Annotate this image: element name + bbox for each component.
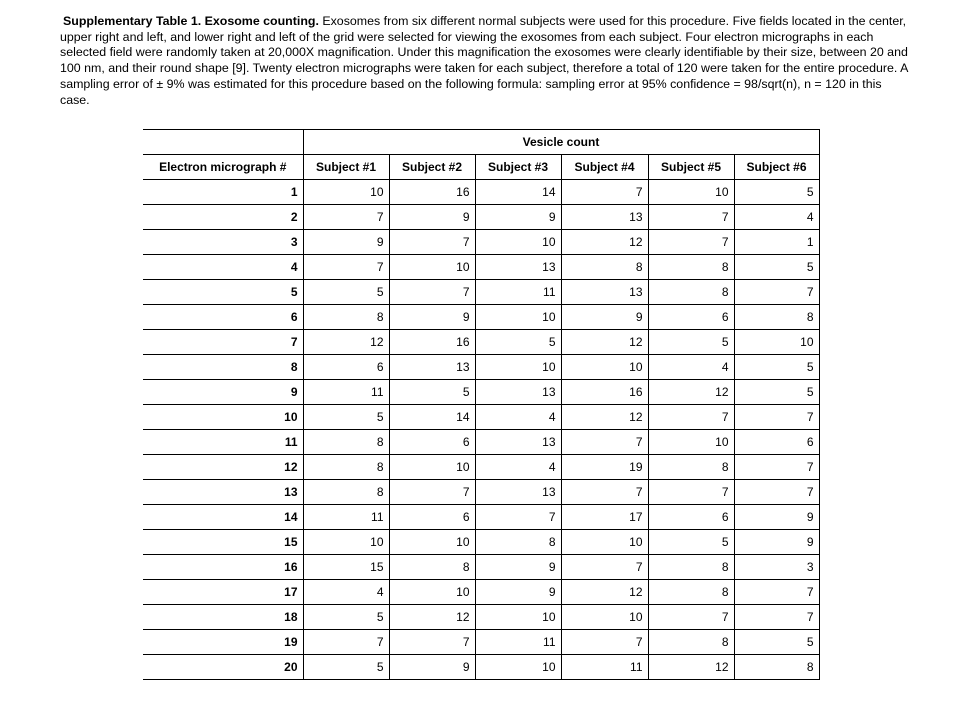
count-cell: 10	[303, 530, 389, 555]
count-cell: 9	[734, 505, 819, 530]
count-cell: 5	[389, 380, 475, 405]
count-cell: 8	[648, 555, 734, 580]
table-corner-cell	[143, 130, 303, 155]
row-label-cell: 5	[143, 280, 303, 305]
count-cell: 10	[648, 430, 734, 455]
count-cell: 7	[734, 480, 819, 505]
row-label-cell: 12	[143, 455, 303, 480]
count-cell: 7	[303, 630, 389, 655]
count-cell: 17	[561, 505, 648, 530]
count-cell: 10	[475, 605, 561, 630]
count-cell: 5	[303, 405, 389, 430]
row-label-cell: 3	[143, 230, 303, 255]
count-cell: 16	[561, 380, 648, 405]
column-header-subject-6: Subject #6	[734, 155, 819, 180]
table-row	[143, 455, 819, 480]
row-label-cell: 13	[143, 480, 303, 505]
count-cell: 10	[475, 655, 561, 680]
count-cell: 10	[303, 180, 389, 205]
count-cell: 8	[734, 655, 819, 680]
vesicle-count-table	[143, 129, 820, 680]
caption-title: Supplementary Table 1. Exosome counting.	[63, 14, 319, 28]
count-cell: 12	[648, 655, 734, 680]
count-cell: 6	[389, 430, 475, 455]
count-cell: 12	[303, 330, 389, 355]
table-row	[143, 255, 819, 280]
table-row	[143, 205, 819, 230]
table-row	[143, 405, 819, 430]
count-cell: 5	[734, 255, 819, 280]
count-cell: 5	[648, 330, 734, 355]
row-label-cell: 7	[143, 330, 303, 355]
count-cell: 10	[389, 455, 475, 480]
table-caption	[60, 14, 910, 108]
count-cell: 7	[648, 605, 734, 630]
count-cell: 7	[734, 280, 819, 305]
table-row	[143, 580, 819, 605]
count-cell: 10	[648, 180, 734, 205]
count-cell: 8	[648, 630, 734, 655]
count-cell: 8	[303, 455, 389, 480]
count-cell: 6	[303, 355, 389, 380]
count-cell: 10	[475, 305, 561, 330]
count-cell: 12	[561, 230, 648, 255]
count-cell: 9	[475, 205, 561, 230]
count-cell: 7	[734, 455, 819, 480]
table-row	[143, 305, 819, 330]
count-cell: 7	[561, 430, 648, 455]
count-cell: 7	[648, 205, 734, 230]
count-cell: 10	[734, 330, 819, 355]
table-row	[143, 280, 819, 305]
table-row	[143, 355, 819, 380]
count-cell: 12	[648, 380, 734, 405]
count-cell: 5	[648, 530, 734, 555]
count-cell: 8	[561, 255, 648, 280]
table-row	[143, 480, 819, 505]
column-header-subject-1: Subject #1	[303, 155, 389, 180]
count-cell: 12	[561, 405, 648, 430]
count-cell: 10	[561, 355, 648, 380]
count-cell: 9	[734, 530, 819, 555]
count-cell: 6	[648, 305, 734, 330]
count-cell: 7	[389, 480, 475, 505]
count-cell: 7	[734, 605, 819, 630]
count-cell: 7	[648, 405, 734, 430]
count-cell: 9	[389, 205, 475, 230]
count-cell: 19	[561, 455, 648, 480]
row-label-cell: 16	[143, 555, 303, 580]
table-row	[143, 430, 819, 455]
row-label-cell: 9	[143, 380, 303, 405]
count-cell: 10	[389, 255, 475, 280]
count-cell: 8	[303, 480, 389, 505]
count-cell: 12	[561, 580, 648, 605]
caption-body: Exosomes from six different normal subjects were used for this procedure. Five fields located in the center, upper right and left, and lower right and left of the grid were selected for viewing the exosomes from each subject. Four electron micrographs in each selected field were randomly taken at 20,000X magnification. Under this magnification the exosomes were clearly identifiable by their size, between 20 and 100 nm, and their round shape [9]. Twenty electron micrographs were taken for each subject, therefore a total of 120 were taken for the entire procedure. A sampling error of ± 9% was estimated for this procedure based on the following formula: sampling error at 95% confidence = 98/sqrt(n), n = 120 in this case.	[60, 14, 908, 107]
count-cell: 9	[389, 655, 475, 680]
table-row	[143, 655, 819, 680]
count-cell: 7	[734, 405, 819, 430]
row-label-cell: 8	[143, 355, 303, 380]
count-cell: 7	[561, 180, 648, 205]
count-cell: 4	[475, 455, 561, 480]
count-cell: 5	[475, 330, 561, 355]
count-cell: 10	[561, 605, 648, 630]
count-cell: 12	[561, 330, 648, 355]
count-cell: 16	[389, 180, 475, 205]
count-cell: 5	[303, 280, 389, 305]
count-cell: 5	[303, 655, 389, 680]
count-cell: 6	[734, 430, 819, 455]
row-label-cell: 2	[143, 205, 303, 230]
count-cell: 9	[303, 230, 389, 255]
count-cell: 10	[475, 355, 561, 380]
count-cell: 7	[648, 480, 734, 505]
count-cell: 4	[303, 580, 389, 605]
count-cell: 10	[389, 530, 475, 555]
column-header-micrograph: Electron micrograph #	[143, 155, 303, 180]
count-cell: 13	[475, 480, 561, 505]
count-cell: 6	[389, 505, 475, 530]
count-cell: 5	[734, 180, 819, 205]
count-cell: 9	[389, 305, 475, 330]
count-cell: 13	[475, 255, 561, 280]
count-cell: 11	[475, 630, 561, 655]
count-cell: 8	[648, 455, 734, 480]
count-cell: 8	[648, 255, 734, 280]
count-cell: 7	[561, 480, 648, 505]
table-row	[143, 605, 819, 630]
table-row	[143, 530, 819, 555]
count-cell: 4	[475, 405, 561, 430]
row-label-cell: 10	[143, 405, 303, 430]
count-cell: 14	[475, 180, 561, 205]
table-row	[143, 555, 819, 580]
count-cell: 13	[475, 430, 561, 455]
row-label-cell: 4	[143, 255, 303, 280]
table-body	[143, 180, 819, 680]
column-header-subject-2: Subject #2	[389, 155, 475, 180]
count-cell: 7	[561, 630, 648, 655]
count-cell: 13	[561, 205, 648, 230]
count-cell: 11	[475, 280, 561, 305]
count-cell: 5	[734, 380, 819, 405]
count-cell: 9	[475, 580, 561, 605]
count-cell: 8	[648, 280, 734, 305]
table-row	[143, 630, 819, 655]
count-cell: 10	[475, 230, 561, 255]
column-header-subject-3: Subject #3	[475, 155, 561, 180]
table-row	[143, 230, 819, 255]
count-cell: 12	[389, 605, 475, 630]
count-cell: 5	[734, 630, 819, 655]
column-header-subject-4: Subject #4	[561, 155, 648, 180]
row-label-cell: 20	[143, 655, 303, 680]
count-cell: 3	[734, 555, 819, 580]
count-cell: 9	[561, 305, 648, 330]
count-cell: 13	[561, 280, 648, 305]
count-cell: 10	[389, 580, 475, 605]
column-header-subject-5: Subject #5	[648, 155, 734, 180]
row-label-cell: 1	[143, 180, 303, 205]
row-label-cell: 19	[143, 630, 303, 655]
count-cell: 1	[734, 230, 819, 255]
table-group-header-row	[143, 130, 819, 155]
count-cell: 11	[303, 380, 389, 405]
table-row	[143, 180, 819, 205]
table-row	[143, 505, 819, 530]
count-cell: 11	[561, 655, 648, 680]
count-cell: 8	[389, 555, 475, 580]
count-cell: 6	[648, 505, 734, 530]
count-cell: 8	[303, 305, 389, 330]
table-column-header-row	[143, 155, 819, 180]
count-cell: 15	[303, 555, 389, 580]
count-cell: 7	[389, 630, 475, 655]
count-cell: 8	[734, 305, 819, 330]
count-cell: 10	[561, 530, 648, 555]
count-cell: 11	[303, 505, 389, 530]
table-row	[143, 330, 819, 355]
row-label-cell: 6	[143, 305, 303, 330]
table-row	[143, 380, 819, 405]
count-cell: 13	[389, 355, 475, 380]
count-cell: 7	[734, 580, 819, 605]
count-cell: 13	[475, 380, 561, 405]
count-cell: 16	[389, 330, 475, 355]
count-cell: 7	[389, 230, 475, 255]
row-label-cell: 18	[143, 605, 303, 630]
count-cell: 7	[561, 555, 648, 580]
count-cell: 5	[303, 605, 389, 630]
count-cell: 7	[475, 505, 561, 530]
row-label-cell: 11	[143, 430, 303, 455]
count-cell: 8	[475, 530, 561, 555]
count-cell: 8	[303, 430, 389, 455]
count-cell: 7	[389, 280, 475, 305]
count-cell: 4	[648, 355, 734, 380]
count-cell: 4	[734, 205, 819, 230]
row-label-cell: 17	[143, 580, 303, 605]
count-cell: 7	[303, 205, 389, 230]
row-label-cell: 15	[143, 530, 303, 555]
count-cell: 8	[648, 580, 734, 605]
count-cell: 7	[648, 230, 734, 255]
vesicle-count-header: Vesicle count	[303, 130, 819, 155]
row-label-cell: 14	[143, 505, 303, 530]
count-cell: 9	[475, 555, 561, 580]
count-cell: 7	[303, 255, 389, 280]
count-cell: 14	[389, 405, 475, 430]
count-cell: 5	[734, 355, 819, 380]
